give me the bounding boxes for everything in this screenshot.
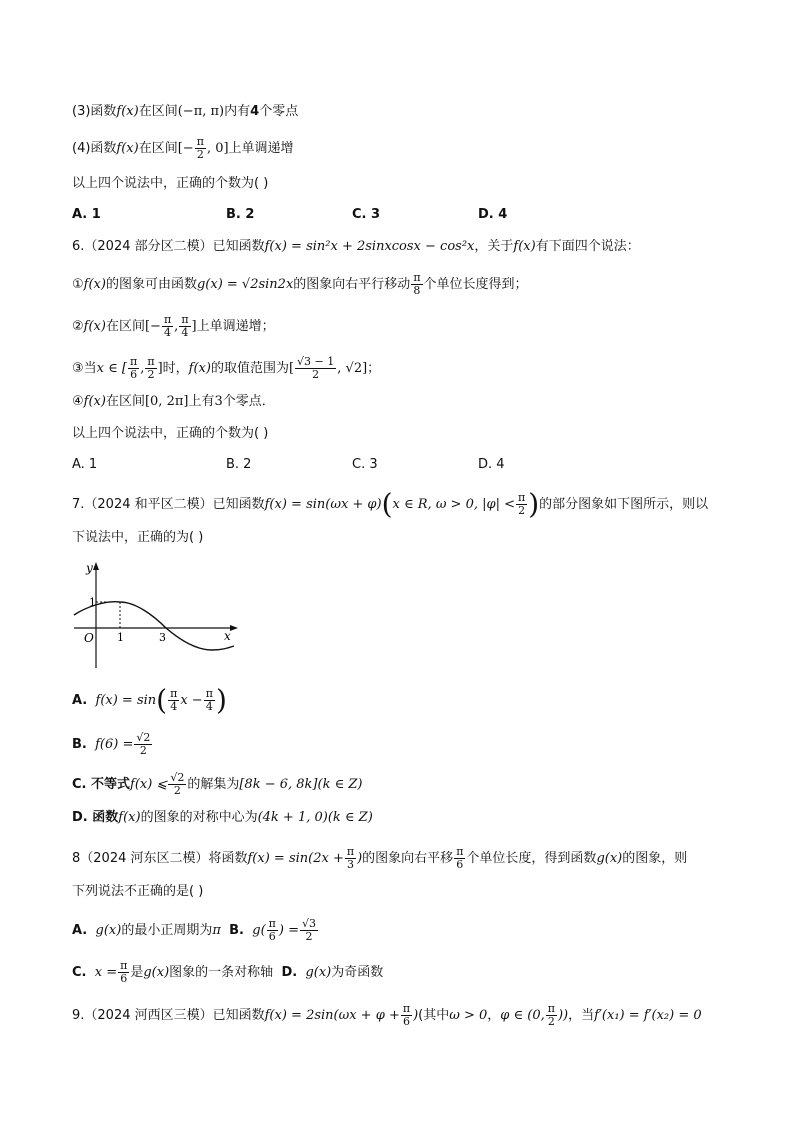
q6-statement-4: ④f(x)在区间[0, 2π]上有3个零点． bbox=[72, 394, 275, 409]
fraction: $\frac{\pi}{2}$ bbox=[196, 135, 204, 161]
x-tick-1: 1 bbox=[117, 631, 124, 644]
fraction: $\frac{\pi}{6}$ bbox=[456, 845, 464, 871]
fraction: $\frac{\pi}{6}$ bbox=[120, 959, 128, 985]
q7-option-c: C. 不等式f(x) ⩽ $\frac{√2}{2}$ 的解集为[8k − 6, 8k](k ∈ Z) bbox=[72, 771, 363, 797]
fraction: $\frac{\pi}{8}$ bbox=[413, 271, 421, 297]
q5-ask: 以上四个说法中，正确的个数为( ) bbox=[72, 176, 269, 191]
q7-option-b: B. f(6) = $\frac{√2}{2}$ bbox=[72, 731, 151, 757]
fraction: $\frac{√3 - 1}{2}$ bbox=[297, 355, 335, 381]
q7-function-graph bbox=[72, 560, 242, 672]
q6-option-c: C. 3 bbox=[352, 457, 378, 472]
q5-option-c: C. 3 bbox=[352, 207, 381, 222]
fraction: $\frac{\pi}{2}$ bbox=[147, 355, 155, 381]
fraction: $\frac{\pi}{6}$ bbox=[268, 917, 276, 943]
q5-statement-4: (4)函数f(x)在区间[− $\frac{\pi}{2}$ , 0]上单调递增 bbox=[72, 135, 294, 161]
q6-statement-3: ③当x ∈ [ $\frac{\pi}{6}$ , $\frac{\pi}{2}$ ]时，f(x)的取值范围为[ $\frac{√3 - 1}{2}$ , √2]； bbox=[72, 355, 381, 381]
q9-stem: 9.（2024 河西区三模）已知函数f(x) = 2sin(ωx + φ + $\frac{\pi}{6}$ )(其中ω > 0，φ ∈ (0, $\frac{\pi}{2}$ ))，当f′(x₁) = f′(x₂) = 0 bbox=[72, 1002, 702, 1028]
q5-option-d: D. 4 bbox=[478, 207, 508, 222]
fraction: $\frac{\pi}{4}$ bbox=[163, 313, 172, 339]
fraction: $\frac{√3}{2}$ bbox=[302, 917, 317, 943]
q6-stem: 6.（2024 部分区二模）已知函数f(x) = sin²x + 2sinxcosx − cos²x，关于f(x)有下面四个说法： bbox=[72, 239, 640, 254]
q6-statement-1: ①f(x)的图象可由函数g(x) = √2sin2x的图象向右平行移动 $\frac{\pi}{8}$ 个单位长度得到； bbox=[72, 271, 528, 297]
y-tick-1: 1 bbox=[89, 596, 96, 609]
fraction: $\frac{\pi}{4}$ bbox=[181, 313, 189, 339]
q7-option-d: D. 函数f(x)的图象的对称中心为(4k + 1, 0)(k ∈ Z) bbox=[72, 810, 373, 825]
fraction: $\frac{\pi}{6}$ bbox=[129, 355, 138, 381]
q5-option-a: A. 1 bbox=[72, 207, 101, 222]
q8-stem-line2: 下列说法不正确的是( ) bbox=[72, 884, 204, 899]
q7-stem-line2: 下说法中，正确的为( ) bbox=[72, 530, 204, 545]
q5-statement-3: (3)函数f(x)在区间(−π, π)内有4个零点 bbox=[72, 104, 299, 119]
q8-stem: 8（2024 河东区二模）将函数f(x) = sin(2x + $\frac{\pi}{3}$ )的图象向右平移 $\frac{\pi}{6}$ 个单位长度，得到函数g(x)的图象，则 bbox=[72, 845, 688, 871]
fraction: $\frac{\pi}{4}$ bbox=[205, 687, 213, 713]
q6-ask: 以上四个说法中，正确的个数为( ) bbox=[72, 426, 269, 441]
q6-statement-2: ②f(x)在区间[− $\frac{\pi}{4}$ , $\frac{\pi}{4}$ ]上单调递增； bbox=[72, 313, 275, 339]
q7-stem: 7.（2024 和平区二模）已知函数f(x) = sin(ωx + φ)(x ∈ R, ω > 0, |φ| < $\frac{\pi}{2}$ )的部分图象如下图所示，则以 bbox=[72, 487, 709, 521]
fraction: $\frac{\pi}{3}$ bbox=[346, 845, 355, 871]
x-tick-3: 3 bbox=[159, 631, 166, 644]
q6-option-d: D. 4 bbox=[478, 457, 505, 472]
fraction: $\frac{√2}{2}$ bbox=[170, 771, 185, 797]
fraction: $\frac{\pi}{6}$ bbox=[402, 1002, 411, 1028]
fraction: $\frac{\pi}{2}$ bbox=[547, 1002, 555, 1028]
q8-options-ab: A. g(x)的最小正周期为π B. g( $\frac{\pi}{6}$ ) = $\frac{√3}{2}$ bbox=[72, 917, 317, 943]
fraction: $\frac{√2}{2}$ bbox=[136, 731, 151, 757]
x-axis-label: x bbox=[224, 629, 231, 643]
q6-option-b: B. 2 bbox=[226, 457, 252, 472]
q8-options-cd: C. x = $\frac{\pi}{6}$ 是g(x)图象的一条对称轴 D. g(x)为奇函数 bbox=[72, 959, 384, 985]
y-axis-label: y bbox=[86, 561, 93, 575]
origin-label: O bbox=[84, 631, 94, 645]
q6-option-a: A. 1 bbox=[72, 457, 98, 472]
fraction: $\frac{\pi}{2}$ bbox=[518, 491, 526, 517]
q5-option-b: B. 2 bbox=[226, 207, 255, 222]
fraction: $\frac{\pi}{4}$ bbox=[170, 687, 178, 713]
q7-option-a: A. f(x) = sin( $\frac{\pi}{4}$ x − $\frac{\pi}{4}$ ) bbox=[72, 683, 227, 717]
